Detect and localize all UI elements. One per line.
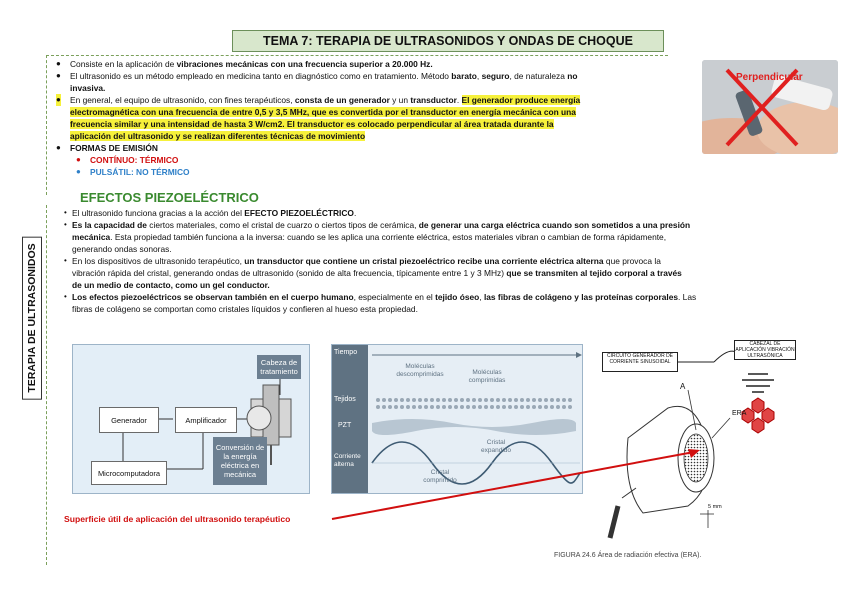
comprimidas-label: Moléculas comprimidas <box>468 369 506 384</box>
continuo-label: CONTÍNUO: TÉRMICO <box>90 155 179 165</box>
title-text: TEMA 7: TERAPIA DE ULTRASONIDOS Y ONDAS DE CHOQUE <box>263 34 633 48</box>
cabeza-label: Cabeza de tratamiento <box>260 358 298 376</box>
p4-f: . Las <box>678 292 697 302</box>
efectos-p2: • Es la capacidad de ciertos materiales, como el cristal de cuarzo o ciertos tipos de cerámica, de generar una carga eléctrica cuando son sometidos a una presión mecánica. Esta propiedad también funciona a la inversa: cuando se les aplica una corriente eléctrica, estos materiales vibran o cambian de forma rápidamente, generando ondas sonoras. <box>64 220 691 254</box>
comprimido-label: Cristal comprimido <box>423 469 457 484</box>
bullet-1: ● Consiste en la aplicación de vibraciones mecánicas con una frecuencia superior a 20.000 Hz. <box>56 59 433 69</box>
bullet-3-hl3: frecuencia similar y una intensidad de hasta 3 W/cm2. El transductor es colocado perpendicular al área tratada durante la <box>70 119 554 129</box>
p3-e: que se transmiten al tejido corporal a través <box>506 268 682 278</box>
expandido-label: Cristal expandido <box>481 439 511 454</box>
p3-a: En los dispositivos de ultrasonido terapéutico, <box>72 256 245 266</box>
bullet-2-no: no <box>567 71 578 81</box>
amplificador-label: Amplificador <box>185 415 227 425</box>
conversion-label: Conversión de la energía eléctrica en mecánica <box>215 443 265 479</box>
p2-c: de generar una carga eléctrica cuando son sometidos a una presión <box>418 220 691 230</box>
bullet-formas: ● FORMAS DE EMISIÓN <box>56 143 158 153</box>
bullet-3-text: En general, el equipo de ultrasonido, con fines terapéuticos, <box>70 95 295 105</box>
side-label-text: TERAPIA DE ULTRASONIDOS <box>22 236 42 399</box>
bullet-2-seguro: seguro <box>481 71 510 81</box>
bullet-2-text: El ultrasonido es un método empleado en medicina tanto en diagnóstico como en tratamiento. Método <box>70 71 452 81</box>
circuito-box: CIRCUITO GENERADOR DE CORRIENTE SINUSOIDAL <box>602 352 678 372</box>
tiempo-label: Tiempo <box>334 349 358 356</box>
generador-label: Generador <box>111 415 147 425</box>
bullet-3-generador: consta de un generador <box>294 95 390 105</box>
mm-label: 5 mm <box>708 504 722 510</box>
bullet-3-hl1: El generador produce energía <box>461 95 581 105</box>
p4-g: fibras de colágeno se comportan como cristales líquidos y confieren al hueso esta propiedad. <box>72 304 418 314</box>
p4-e: las fibras de colágeno y las proteínas corporales <box>483 292 679 302</box>
descomprimidas-label: Moléculas descomprimidas <box>396 363 444 378</box>
bullet-3-dot: . <box>456 95 462 105</box>
bullet-pulsatil: ● PULSÁTIL: NO TÉRMICO <box>76 167 190 177</box>
p4-d: , <box>479 292 484 302</box>
p3-c: que provoca la <box>603 256 661 266</box>
p3-b: un transductor que contiene un cristal piezoeléctrico recibe una corriente eléctrica alterna <box>244 256 604 266</box>
p1-text: El ultrasonido funciona gracias a la acción del <box>72 208 245 218</box>
efectos-p1: • El ultrasonido funciona gracias a la acción del EFECTO PIEZOELÉCTRICO. <box>64 208 357 218</box>
formas-label: FORMAS DE EMISIÓN <box>70 143 158 153</box>
efectos-p3: • En los dispositivos de ultrasonido terapéutico, un transductor que contiene un cristal piezoeléctrico recibe una corriente eléctrica alterna que provoca la vibración rápida del cristal, generando ondas de ultrasonido (sonido de alta frecuencia, típicamente entre 1 y 3 MHz) que se transmiten al tejido corporal a través de un medio de contacto, como un gel conductor. <box>64 256 682 290</box>
bullet-2-sep: , <box>476 71 482 81</box>
a-label: A <box>680 382 686 391</box>
bullet-3-transductor: transductor <box>410 95 457 105</box>
bullet-3-hl2: electromagnética con una frecuencia de entre 0,5 y 3,5 MHz, que es convertida por el transductor en energía mecánica con una <box>70 107 576 117</box>
superficie-label: Superficie útil de aplicación del ultrasonido terapéutico <box>64 514 291 524</box>
p2-d: mecánica <box>72 232 111 242</box>
corriente-label: Corriente alterna <box>334 453 361 468</box>
bullet-continuo: ● CONTÍNUO: TÉRMICO <box>76 155 179 165</box>
p4-a: Los efectos piezoeléctricos se observan también en el cuerpo humano <box>72 292 354 302</box>
bullet-3: ● En general, el equipo de ultrasonido, con fines terapéuticos, consta de un generador y un transductor. El generador produce energía electromagnética con una frecuencia de entre 0,5 y 3,5 MHz, que es convertida por el transductor en energía mecánica con una frecuencia similar y una intensidad de hasta 3 W/cm2. El transductor es colocado perpendicular al área tratada durante la aplicación del ultrasonido y se realizan diferentes técnicas de movimiento <box>56 95 581 141</box>
p3-d: vibración rápida del cristal, generando ondas de ultrasonido (sonido de alta frecuencia, típicamente entre 1 y 3 MHz) <box>72 268 507 278</box>
p1-bold: EFECTO PIEZOELÉCTRICO <box>244 208 354 218</box>
bullet-2-text2: , de naturaleza <box>509 71 568 81</box>
bullet-2: ● El ultrasonido es un método empleado en medicina tanto en diagnóstico como en tratamiento. Método barato, seguro, de naturaleza no invasiva. <box>56 71 578 93</box>
efectos-title: EFECTOS PIEZOELÉCTRICO <box>80 190 259 205</box>
p2-b: ciertos materiales, como el cristal de cuarzo o ciertos tipos de cerámica, <box>149 220 419 230</box>
bullet-1-text: Consiste en la aplicación de <box>70 59 177 69</box>
photo-label: Perpendicular <box>736 72 803 83</box>
p4-c: tejido óseo <box>435 292 480 302</box>
pulsatil-label: PULSÁTIL: NO TÉRMICO <box>90 167 190 177</box>
p2-e: . Esta propiedad también funciona a la inversa: cuando se les aplica una corriente eléctrica, estos materiales vibran o cambian de forma rápidamente, <box>110 232 667 242</box>
cabezal-box: CABEZAL DE APLICACIÓN VIBRACIÓN ULTRASÓNICA <box>735 341 795 359</box>
bullet-3-hl4: aplicación del ultrasonido y se realizan diferentes técnicas de movimiento <box>70 131 366 141</box>
era-label: ERA <box>732 410 747 417</box>
p2-a: Es la capacidad de <box>72 220 150 230</box>
figure-caption: FIGURA 24.6 Área de radiación efectiva (ERA). <box>554 552 702 559</box>
bullet-3-y: y un <box>389 95 411 105</box>
p3-f: de un medio de contacto, como un gel conductor. <box>72 280 270 290</box>
tejidos-label: Tejidos <box>334 396 356 403</box>
bullet-2-invasiva: invasiva. <box>70 83 106 93</box>
p4-b: , especialmente en el <box>353 292 436 302</box>
bullet-1-bold: vibraciones mecánicas con una frecuencia superior a 20.000 Hz. <box>176 59 433 69</box>
p1-end: . <box>353 208 357 218</box>
efectos-p4: • Los efectos piezoeléctricos se observan también en el cuerpo humano, especialmente en el tejido óseo, las fibras de colágeno y las proteínas corporales. Las fibras de colágeno se comportan como cristales líquidos y confieren al hueso esta propiedad. <box>64 292 697 314</box>
bullet-2-barato: barato <box>451 71 477 81</box>
pzt-label: PZT <box>338 422 352 429</box>
p2-f: generando ondas sonoras. <box>72 244 172 254</box>
micro-label: Microcomputadora <box>97 468 161 478</box>
